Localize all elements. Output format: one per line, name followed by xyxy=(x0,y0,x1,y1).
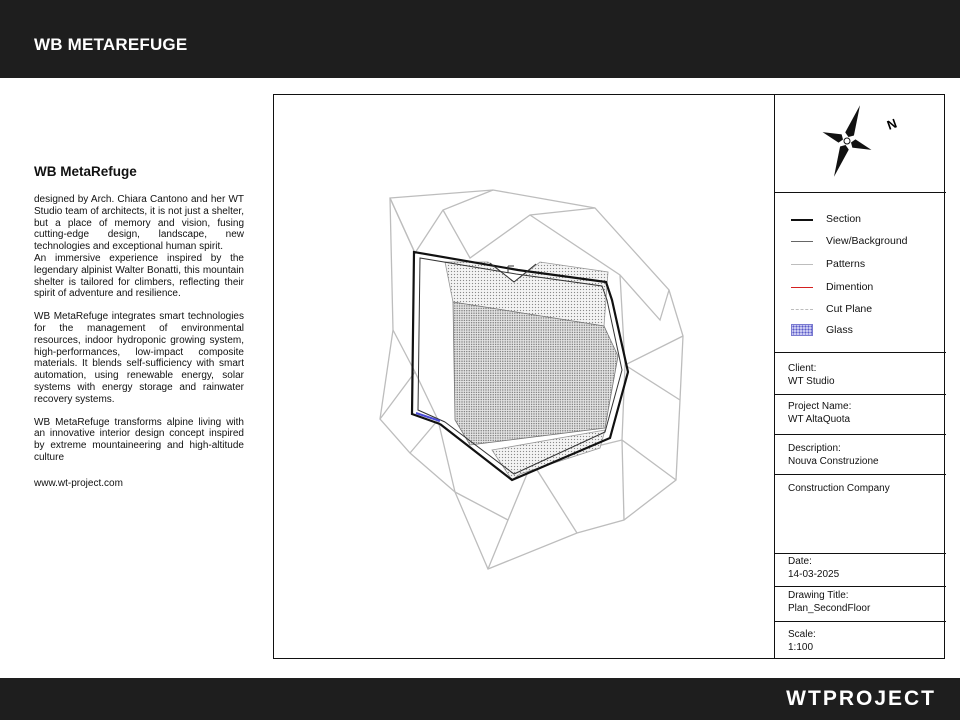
compass xyxy=(775,94,946,192)
legend-section-label: Section xyxy=(826,213,862,225)
legend-section-swatch xyxy=(791,219,813,221)
description-value: Nouva Construzione xyxy=(788,456,879,467)
north-arrow-icon xyxy=(821,104,873,179)
legend-view-background-swatch xyxy=(791,241,813,242)
website-link[interactable]: www.wt-project.com xyxy=(34,477,123,489)
description-paragraph-3: WB MetaRefuge integrates smart technologies for the management of environmental resources, indoor hydroponic growing system, high-performances, low-impact composite materials. It blends self-sufficiency with smart automation, using renewable energy, solar systems with energy storage and rainwater recovery systems. xyxy=(34,311,244,405)
project-name-field xyxy=(775,394,946,434)
legend-view-background-label: View/Background xyxy=(826,235,908,247)
legend-glass-swatch xyxy=(791,324,813,336)
project-name-value: WT AltaQuota xyxy=(788,414,851,425)
legend-patterns-swatch xyxy=(791,264,813,265)
legend-panel xyxy=(775,192,946,352)
client-value: WT Studio xyxy=(788,376,835,387)
footer-bar xyxy=(0,678,960,720)
construction-company-label: Construction Company xyxy=(788,483,890,494)
description-label: Description: xyxy=(788,443,841,454)
client-field xyxy=(775,352,946,394)
project-name-label: Project Name: xyxy=(788,401,852,412)
description-paragraph-1: designed by Arch. Chiara Cantono and her WT Studio team of architects, it is not just a shelter, but a place of memory and vision, fusing cutting-edge design, landscape, new technologies and exceptional human spirit. xyxy=(34,194,244,253)
legend-cut-plane-label: Cut Plane xyxy=(826,303,873,315)
description-field xyxy=(775,434,946,474)
legend-patterns-label: Patterns xyxy=(826,258,866,270)
scale-value: 1:100 xyxy=(788,642,814,653)
north-label: N xyxy=(884,115,899,133)
title-block xyxy=(774,94,945,659)
date-label: Date: xyxy=(788,556,812,567)
date-field xyxy=(775,553,946,586)
logo-project: PROJECT xyxy=(822,687,936,710)
drawing-title-label: Drawing Title: xyxy=(788,590,849,601)
page-title: WB METAREFUGE xyxy=(34,35,188,54)
scale-field xyxy=(775,621,946,659)
wt-project-logo xyxy=(786,687,936,711)
description-heading: WB MetaRefuge xyxy=(34,164,137,179)
scale-label: Scale: xyxy=(788,629,816,640)
legend-cut-plane-swatch xyxy=(791,309,813,310)
client-label: Client: xyxy=(788,363,817,374)
drawing-title-field xyxy=(775,586,946,621)
description-paragraph-4: WB MetaRefuge transforms alpine living with an innovative interior design concept inspired by extreme mountaineering and high-altitude culture xyxy=(34,416,244,463)
description-paragraph-2: An immersive experience inspired by the legendary alpinist Walter Bonatti, this mountain shelter is tailored for climbers, reflecting their spirit of adventure and resilience. xyxy=(34,252,244,300)
date-value: 14-03-2025 xyxy=(788,569,840,580)
legend-glass-label: Glass xyxy=(826,324,853,336)
drawing-title-value: Plan_SecondFloor xyxy=(788,603,871,614)
construction-company-field xyxy=(775,474,946,553)
legend-dimention-swatch xyxy=(791,287,813,288)
legend-dimention-label: Dimention xyxy=(826,281,874,293)
logo-wt: WT xyxy=(786,687,823,710)
